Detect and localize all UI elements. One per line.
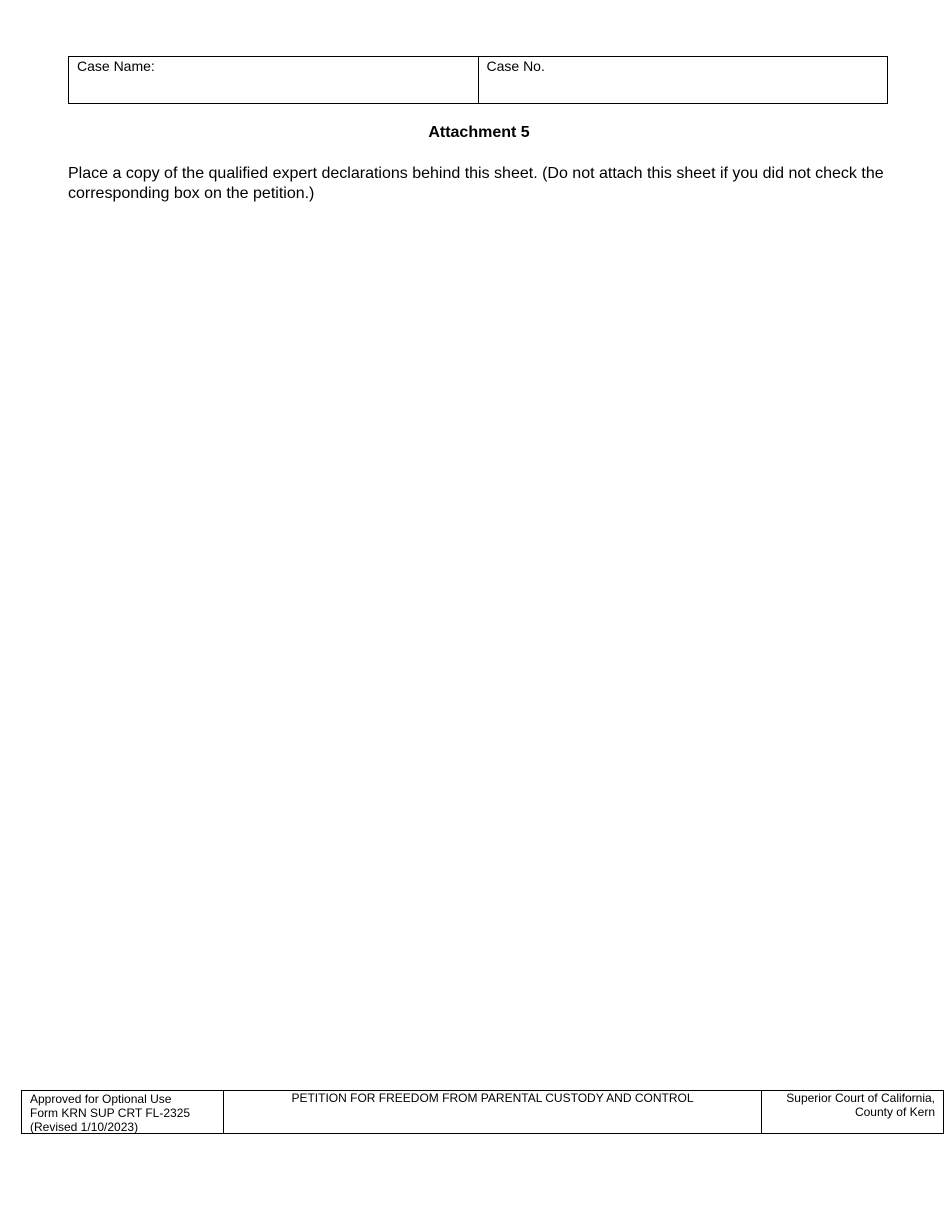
footer-approval-text: Approved for Optional Use [30, 1092, 172, 1106]
footer-court-county: County of Kern [854, 1105, 935, 1119]
attachment-instructions: Place a copy of the qualified expert declarations behind this sheet. (Do not attach this sheet if you did not check the corresponding box on the petition.) [68, 165, 884, 202]
case-name-label: Case Name: [77, 58, 155, 74]
footer-form-number: Form KRN SUP CRT FL-2325 [30, 1106, 191, 1120]
footer-revision-date: (Revised 1/10/2023) [30, 1120, 139, 1134]
case-number-field[interactable] [478, 57, 888, 103]
footer-form-info [22, 1091, 224, 1133]
footer-court-info [762, 1091, 943, 1133]
footer-court-name: Superior Court of California, [786, 1091, 935, 1105]
case-header-table [68, 56, 888, 104]
case-name-field[interactable] [69, 57, 478, 103]
case-number-label: Case No. [486, 58, 545, 74]
attachment-title: Attachment 5 [428, 124, 530, 141]
form-footer [21, 1090, 944, 1134]
footer-form-title: PETITION FOR FREEDOM FROM PARENTAL CUSTODY AND CONTROL [224, 1091, 762, 1133]
